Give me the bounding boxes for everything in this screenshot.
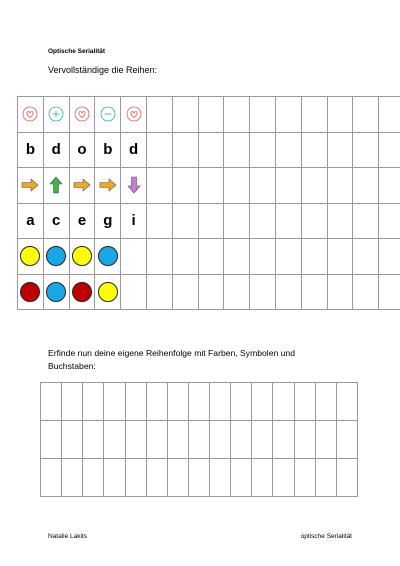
grid-cell: [301, 203, 327, 239]
grid-cell: [121, 97, 147, 133]
grid-cell: [379, 203, 400, 239]
empty-cell: [336, 459, 357, 497]
empty-cell: [146, 421, 167, 459]
grid-cell: [250, 274, 276, 310]
empty-cell: [188, 383, 209, 421]
sequence-letter: d: [51, 140, 61, 158]
grid-cell: [146, 97, 172, 133]
empty-cell: [188, 459, 209, 497]
grid-cell: [275, 97, 301, 133]
arrow-down-icon: [127, 176, 141, 194]
empty-cell: [41, 459, 62, 497]
grid-cell: [198, 274, 224, 310]
empty-cell: [210, 383, 231, 421]
arrow-right-icon: [73, 178, 91, 192]
sequence-row: [18, 168, 400, 204]
grid-cell: [69, 203, 95, 239]
sequence-letter: d: [129, 140, 139, 158]
empty-cell: [167, 383, 188, 421]
grid-cell: [172, 132, 198, 168]
grid-cell: [198, 203, 224, 239]
red-dot: [20, 282, 40, 302]
sequence-grid: [17, 96, 400, 310]
empty-cell: [294, 421, 315, 459]
grid-cell: [69, 132, 95, 168]
empty-cell: [41, 383, 62, 421]
heart-in-circle-icon: [126, 106, 142, 122]
heart-in-circle-icon: [74, 106, 90, 122]
blue-dot: [46, 246, 66, 266]
empty-cell: [125, 459, 146, 497]
grid-cell: [69, 168, 95, 204]
yellow-dot: [72, 246, 92, 266]
yellow-dot: [98, 282, 118, 302]
grid-cell: [198, 132, 224, 168]
footer-subject: optische Serialität: [300, 533, 352, 540]
red-dot: [72, 282, 92, 302]
grid-cell: [18, 239, 44, 275]
grid-cell: [69, 239, 95, 275]
own-sequence-grid: [40, 382, 358, 497]
grid-cell: [43, 132, 69, 168]
own-sequence-row: [41, 421, 358, 459]
grid-cell: [250, 132, 276, 168]
empty-cell: [336, 421, 357, 459]
grid-cell: [43, 168, 69, 204]
grid-cell: [95, 203, 121, 239]
grid-cell: [301, 168, 327, 204]
own-sequence-row: [41, 383, 358, 421]
sequence-letter: c: [52, 211, 61, 229]
grid-cell: [172, 97, 198, 133]
grid-cell: [224, 132, 250, 168]
grid-cell: [250, 97, 276, 133]
grid-cell: [172, 168, 198, 204]
empty-cell: [294, 383, 315, 421]
blue-dot: [98, 246, 118, 266]
grid-cell: [327, 132, 353, 168]
grid-cell: [250, 168, 276, 204]
grid-cell: [198, 97, 224, 133]
grid-cell: [172, 239, 198, 275]
sequence-letter: i: [131, 211, 136, 229]
blue-dot: [46, 282, 66, 302]
grid-cell: [198, 168, 224, 204]
empty-cell: [210, 421, 231, 459]
empty-cell: [231, 421, 252, 459]
empty-cell: [104, 421, 125, 459]
sequence-row: [18, 97, 400, 133]
grid-cell: [146, 274, 172, 310]
grid-cell: [327, 168, 353, 204]
grid-cell: [18, 203, 44, 239]
sequence-row: [18, 203, 400, 239]
grid-cell: [353, 239, 379, 275]
empty-cell: [104, 383, 125, 421]
grid-cell: [301, 97, 327, 133]
empty-cell: [294, 459, 315, 497]
grid-cell: [301, 132, 327, 168]
empty-cell: [62, 383, 83, 421]
instruction-own-sequence: Erfinde nun deine eigene Reihenfolge mit Farben, Symbolen und Buchstaben:: [48, 348, 295, 371]
empty-cell: [315, 421, 336, 459]
grid-cell: [224, 203, 250, 239]
grid-cell: [121, 168, 147, 204]
grid-cell: [379, 132, 400, 168]
grid-cell: [275, 132, 301, 168]
empty-cell: [315, 459, 336, 497]
sequence-letter: e: [77, 211, 87, 229]
grid-cell: [43, 274, 69, 310]
sequence-letter: a: [26, 211, 35, 229]
page-title: Optische Serialität: [48, 48, 106, 55]
grid-cell: [275, 203, 301, 239]
grid-cell: [224, 168, 250, 204]
empty-cell: [125, 383, 146, 421]
sequence-row: [18, 132, 400, 168]
grid-cell: [275, 274, 301, 310]
grid-cell: [379, 274, 400, 310]
arrow-right-icon: [21, 178, 39, 192]
grid-cell: [146, 132, 172, 168]
grid-cell: [146, 168, 172, 204]
grid-cell: [353, 97, 379, 133]
empty-cell: [167, 421, 188, 459]
grid-cell: [95, 132, 121, 168]
grid-cell: [353, 274, 379, 310]
sequence-letter: b: [25, 140, 35, 158]
empty-cell: [167, 459, 188, 497]
grid-cell: [18, 97, 44, 133]
grid-cell: [327, 203, 353, 239]
empty-cell: [273, 383, 294, 421]
empty-cell: [336, 383, 357, 421]
empty-cell: [146, 383, 167, 421]
arrow-right-icon: [99, 178, 117, 192]
grid-cell: [95, 239, 121, 275]
grid-cell: [172, 203, 198, 239]
empty-cell: [252, 421, 273, 459]
empty-cell: [62, 459, 83, 497]
grid-cell: [18, 132, 44, 168]
grid-cell: [224, 274, 250, 310]
grid-cell: [43, 97, 69, 133]
grid-cell: [353, 168, 379, 204]
grid-cell: [224, 97, 250, 133]
empty-cell: [210, 459, 231, 497]
grid-cell: [95, 97, 121, 133]
grid-cell: [198, 239, 224, 275]
grid-cell: [121, 203, 147, 239]
empty-cell: [252, 383, 273, 421]
grid-cell: [301, 239, 327, 275]
plus-in-circle-icon: [48, 106, 64, 122]
grid-cell: [379, 97, 400, 133]
footer-author: Natalie Lakits: [48, 533, 88, 540]
arrow-up-icon: [49, 176, 63, 194]
grid-cell: [250, 203, 276, 239]
empty-cell: [273, 421, 294, 459]
empty-cell: [273, 459, 294, 497]
own-sequence-row: [41, 459, 358, 497]
grid-cell: [18, 274, 44, 310]
grid-cell: [69, 274, 95, 310]
sequence-row: [18, 274, 400, 310]
empty-cell: [252, 459, 273, 497]
empty-cell: [125, 421, 146, 459]
empty-cell: [83, 421, 104, 459]
yellow-dot: [20, 246, 40, 266]
grid-cell: [121, 132, 147, 168]
empty-cell: [188, 421, 209, 459]
grid-cell: [146, 203, 172, 239]
empty-cell: [83, 459, 104, 497]
grid-cell: [224, 239, 250, 275]
grid-cell: [121, 274, 147, 310]
grid-cell: [146, 239, 172, 275]
grid-cell: [275, 239, 301, 275]
grid-cell: [379, 168, 400, 204]
grid-cell: [275, 168, 301, 204]
grid-cell: [18, 168, 44, 204]
grid-cell: [121, 239, 147, 275]
heart-in-circle-icon: [22, 106, 38, 122]
grid-cell: [172, 274, 198, 310]
empty-cell: [315, 383, 336, 421]
empty-cell: [231, 383, 252, 421]
sequence-row: [18, 239, 400, 275]
instruction-text: Vervollständige die Reihen:: [48, 65, 158, 75]
grid-cell: [327, 274, 353, 310]
sequence-letter: g: [103, 211, 113, 229]
grid-cell: [379, 239, 400, 275]
grid-cell: [353, 132, 379, 168]
grid-cell: [250, 239, 276, 275]
minus-in-circle-icon: [100, 106, 116, 122]
sequence-letter: o: [77, 140, 87, 158]
grid-cell: [301, 274, 327, 310]
grid-cell: [327, 97, 353, 133]
empty-cell: [104, 459, 125, 497]
sequence-letter: b: [103, 140, 113, 158]
grid-cell: [95, 168, 121, 204]
grid-cell: [69, 97, 95, 133]
grid-cell: [353, 203, 379, 239]
empty-cell: [83, 383, 104, 421]
grid-cell: [43, 239, 69, 275]
grid-cell: [327, 239, 353, 275]
grid-cell: [43, 203, 69, 239]
grid-cell: [95, 274, 121, 310]
empty-cell: [231, 459, 252, 497]
empty-cell: [146, 459, 167, 497]
empty-cell: [41, 421, 62, 459]
empty-cell: [62, 421, 83, 459]
